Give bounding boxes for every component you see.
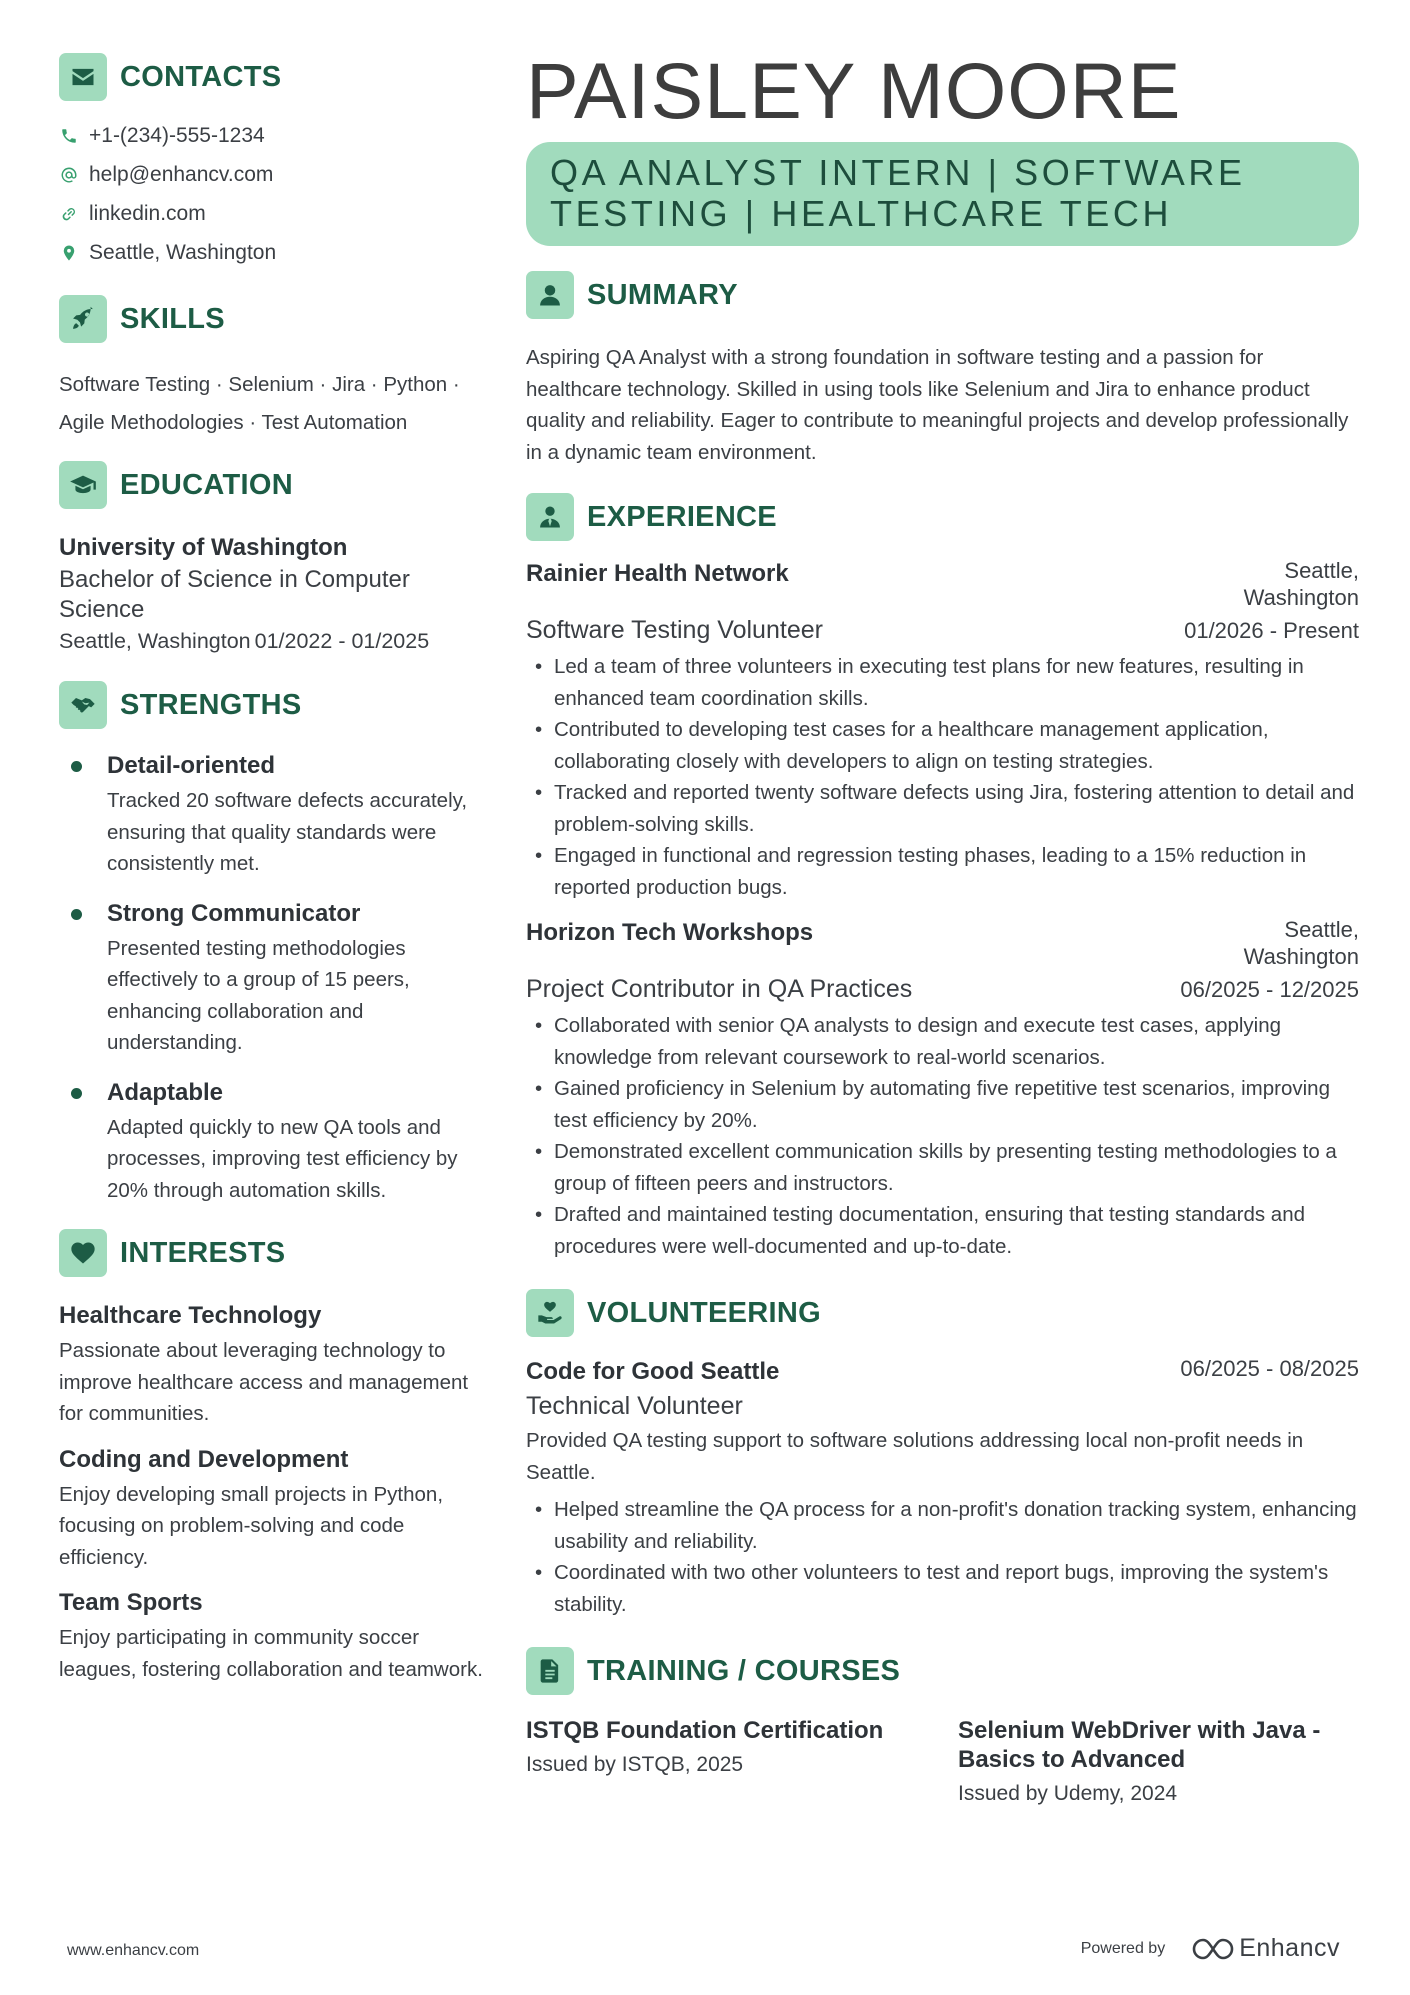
volunteering-header — [526, 1356, 1359, 1388]
bullet-dot — [71, 909, 82, 920]
skills-heading: SKILLS — [59, 294, 489, 344]
interest-item: Coding and Development Enjoy developing small projects in Python, focusing on problem-solving and code efficiency. — [59, 1445, 444, 1569]
bullet-item: • Helped streamline the QA process for a non-profit's donation tracking system, enhancing usability and reliability. — [526, 1494, 1359, 1557]
experience-entry — [526, 558, 1359, 903]
bullet-item: • Drafted and maintained testing documentation, ensuring that testing standards and procedures were well-documented and up-to-date. — [526, 1199, 1359, 1262]
contacts-list — [59, 116, 489, 272]
heart-icon — [59, 1229, 107, 1277]
experience-entry — [526, 917, 1359, 1262]
document-icon — [526, 1647, 574, 1695]
email-link[interactable]: help@enhancv.com — [89, 162, 274, 186]
user-icon — [526, 271, 574, 319]
enhancv-logo-icon — [1191, 1936, 1235, 1962]
bullet-item: • Demonstrated excellent communication skills by presenting testing methodologies to a group of fifteen peers and instructors. — [526, 1136, 1359, 1199]
contacts-heading: CONTACTS — [59, 52, 489, 102]
strengths-list — [59, 750, 489, 1206]
rocket-icon — [59, 295, 107, 343]
bullet-item: • Gained proficiency in Selenium by automating five repetitive test scenarios, improving test efficiency by 20%. — [526, 1073, 1359, 1136]
bullet-item: • Led a team of three volunteers in executing test plans for new features, resulting in enhanced team coordination skills. — [526, 651, 1359, 714]
right-column — [526, 48, 1359, 1806]
skills-list: Software Testing · Selenium · Jira · Python · Agile Methodologies · Test Automation — [59, 373, 460, 434]
company-name: Rainier Health Network — [526, 560, 789, 587]
education-dates: 01/2022 - 01/2025 — [254, 629, 430, 653]
job-location: Seattle, Washington — [1243, 558, 1359, 610]
bullet-dot — [71, 1088, 82, 1099]
experience-heading: EXPERIENCE — [526, 492, 1359, 542]
interests-list — [59, 1300, 489, 1685]
volunteer-org: Code for Good Seattle — [526, 1358, 780, 1385]
strength-item: Detail-oriented Tracked 20 software defects accurately, ensuring that quality standards were consistently met. — [59, 750, 489, 880]
job-role: Project Contributor in QA Practices — [526, 975, 913, 1003]
job-header — [526, 558, 1359, 611]
education-meta — [59, 629, 489, 654]
contact-phone — [59, 116, 489, 155]
strengths-heading: STRENGTHS — [59, 680, 489, 730]
bullet-item: • Tracked and reported twenty software defects using Jira, fostering attention to detail and problem-solving skills. — [526, 777, 1359, 840]
education-location: Seattle, Washington — [59, 629, 251, 653]
bullet-item: • Engaged in functional and regression testing phases, leading to a 15% reduction in reported production bugs. — [526, 840, 1359, 903]
interest-item: Healthcare Technology Passionate about leveraging technology to improve healthcare access and management for communities. — [59, 1302, 469, 1425]
interests-heading: INTERESTS — [59, 1228, 489, 1278]
contact-linkedin — [59, 194, 489, 233]
bullet-item: • Collaborated with senior QA analysts to design and execute test cases, applying knowledge from relevant coursework to real-world scenarios. — [526, 1010, 1359, 1073]
bullet-item: • Coordinated with two other volunteers to test and report bugs, improving the system's stability. — [526, 1557, 1359, 1620]
powered-by-label: Powered by — [1080, 1939, 1166, 1957]
strength-item: Adaptable Adapted quickly to new QA tools and processes, improving test efficiency by 20% through automation skills. — [59, 1077, 489, 1207]
location-text: Seattle, Washington — [89, 240, 277, 264]
job-header — [526, 917, 1359, 970]
bullet-item: • Contributed to developing test cases for a healthcare management application, collaborating closely with developers to align on testing strategies. — [526, 714, 1359, 777]
company-name: Horizon Tech Workshops — [526, 919, 814, 946]
volunteer-bullets — [526, 1494, 1359, 1620]
hand-heart-icon — [526, 1289, 574, 1337]
job-dates: 06/2025 - 12/2025 — [1180, 977, 1359, 1002]
bullet-dot — [71, 761, 82, 772]
graduation-cap-icon — [59, 461, 107, 509]
job-location: Seattle, Washington — [1243, 917, 1359, 969]
job-dates: 01/2026 - Present — [1184, 618, 1359, 643]
linkedin-link[interactable]: linkedin.com — [89, 201, 206, 225]
education-heading: EDUCATION — [59, 460, 489, 510]
education-entry — [59, 532, 489, 654]
volunteering-entry — [526, 1356, 1359, 1620]
strength-item: Strong Communicator Presented testing methodologies effectively to a group of 15 peers, enhancing collaboration and understanding. — [59, 898, 489, 1059]
footer-branding — [1081, 1934, 1340, 1963]
course-item: ISTQB Foundation Certification Issued by ISTQB, 2025 — [526, 1717, 884, 1776]
footer-website[interactable]: www.enhancv.com — [67, 1942, 200, 1959]
courses-list — [526, 1716, 1359, 1806]
briefcase-user-icon — [526, 493, 574, 541]
course-item: Selenium WebDriver with Java - Basics to Advanced Issued by Udemy, 2024 — [958, 1717, 1321, 1805]
volunteer-role: Technical Volunteer — [526, 1392, 743, 1420]
job-role-row — [526, 975, 1359, 1004]
training-heading: TRAINING / COURSES — [526, 1646, 1359, 1696]
job-role-row — [526, 616, 1359, 645]
link-icon — [59, 204, 79, 224]
volunteering-heading: VOLUNTEERING — [526, 1288, 1359, 1338]
interest-item: Team Sports Enjoy participating in community soccer leagues, fostering collaboration and teamwork. — [59, 1589, 483, 1681]
contact-email — [59, 155, 489, 194]
handshake-icon — [59, 681, 107, 729]
contact-location — [59, 233, 489, 272]
summary-heading: SUMMARY — [526, 270, 1359, 320]
location-pin-icon — [59, 243, 79, 263]
brand-name: Enhancv — [1239, 1934, 1340, 1962]
left-column — [59, 52, 489, 1699]
summary-text: Aspiring QA Analyst with a strong foundation in software testing and a passion for healthcare technology. Skilled in using tools like Selenium and Jira to enhance product quality and reliability. Eager to contribute to meaningful projects and develop professionally in a dynamic team environment. — [526, 346, 1349, 464]
job-role: Software Testing Volunteer — [526, 616, 823, 644]
school-name: University of Washington — [59, 534, 348, 561]
brand-logo[interactable] — [1191, 1934, 1340, 1963]
volunteer-dates: 06/2025 - 08/2025 — [1180, 1356, 1359, 1381]
envelope-icon — [59, 53, 107, 101]
phone-icon — [59, 126, 79, 146]
degree: Bachelor of Science in Computer Science — [59, 566, 410, 623]
job-bullets — [526, 651, 1359, 903]
candidate-name: PAISLEY MOORE — [526, 46, 1182, 135]
volunteer-description: Provided QA testing support to software solutions addressing local non-profit needs in Seattle. — [526, 1429, 1304, 1484]
at-sign-icon — [59, 165, 79, 185]
job-title-banner: QA ANALYST INTERN | SOFTWARE TESTING | HEALTHCARE TECH — [526, 142, 1359, 246]
phone-text[interactable]: +1-(234)-555-1234 — [89, 123, 265, 147]
job-bullets — [526, 1010, 1359, 1262]
